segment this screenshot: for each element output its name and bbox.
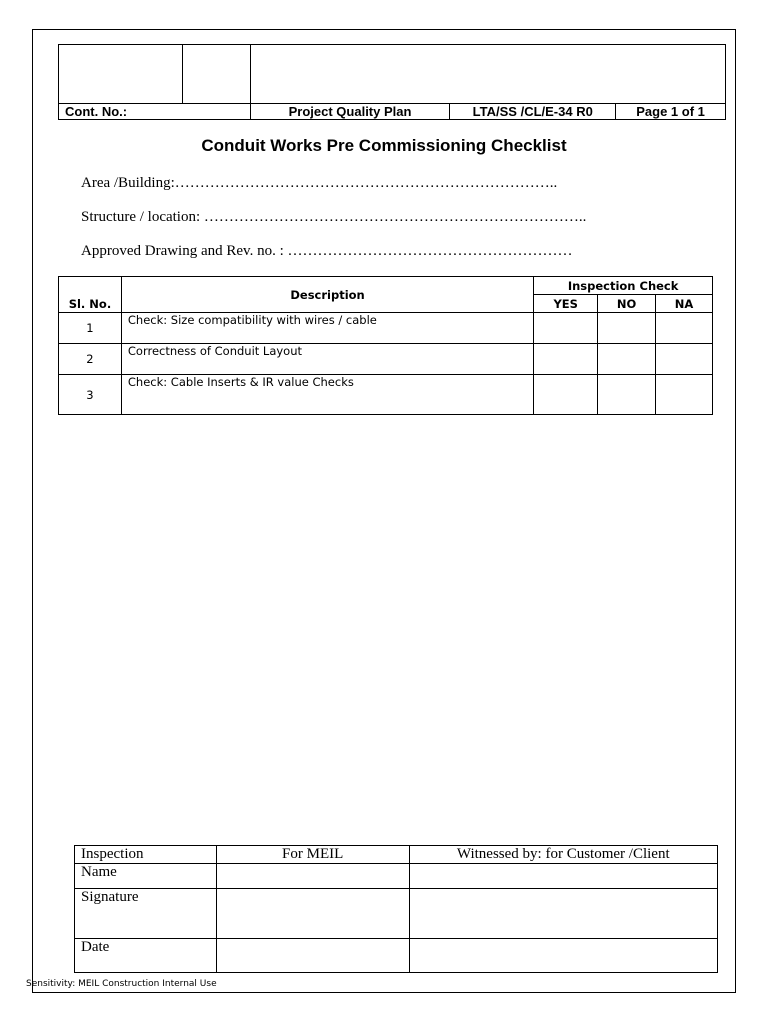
signoff-table xyxy=(74,845,718,973)
header-blank-cell xyxy=(182,45,250,104)
row-description: Check: Size compatibility with wires / cable xyxy=(121,313,533,344)
no-cell[interactable] xyxy=(598,313,656,344)
row-description: Correctness of Conduit Layout xyxy=(121,344,533,375)
header-title-cell xyxy=(250,45,725,104)
logo-cell xyxy=(59,45,183,104)
page-number: Page 1 of 1 xyxy=(616,104,726,120)
approved-drawing-field: Approved Drawing and Rev. no. : ………………………………………………… xyxy=(81,243,573,259)
row-number: 3 xyxy=(59,375,122,415)
row-number: 2 xyxy=(59,344,122,375)
doc-code: LTA/SS /CL/E-34 R0 xyxy=(450,104,616,120)
yes-cell[interactable] xyxy=(534,375,598,415)
yes-cell[interactable] xyxy=(534,313,598,344)
client-name-cell[interactable] xyxy=(409,864,717,889)
table-row xyxy=(59,313,713,344)
col-na-header: NA xyxy=(656,295,713,313)
col-description-header: Description xyxy=(121,277,533,313)
meil-name-cell[interactable] xyxy=(216,864,409,889)
inspection-header: Inspection xyxy=(75,846,217,864)
area-building-field: Area /Building:………………………………………………………………….. xyxy=(81,175,558,191)
table-row xyxy=(59,375,713,415)
row-description: Check: Cable Inserts & IR value Checks xyxy=(121,375,533,415)
sensitivity-footer: Sensitivity: MEIL Construction Internal Use xyxy=(26,979,217,989)
cont-no-label: Cont. No.: xyxy=(59,104,251,120)
name-row-label: Name xyxy=(75,864,217,889)
meil-signature-cell[interactable] xyxy=(216,889,409,939)
no-cell[interactable] xyxy=(598,375,656,415)
meil-date-cell[interactable] xyxy=(216,939,409,973)
page-title: Conduit Works Pre Commissioning Checklist xyxy=(201,136,567,155)
na-cell[interactable] xyxy=(656,375,713,415)
na-cell[interactable] xyxy=(656,313,713,344)
client-date-cell[interactable] xyxy=(409,939,717,973)
table-row xyxy=(59,344,713,375)
col-no-header: NO xyxy=(598,295,656,313)
row-number: 1 xyxy=(59,313,122,344)
document-header-table xyxy=(58,44,726,120)
client-signature-cell[interactable] xyxy=(409,889,717,939)
signature-row-label: Signature xyxy=(75,889,217,939)
yes-cell[interactable] xyxy=(534,344,598,375)
for-meil-header: For MEIL xyxy=(216,846,409,864)
structure-location-field: Structure / location: ………………………………………………………………….. xyxy=(81,209,587,225)
checklist-table xyxy=(58,276,713,415)
date-row-label: Date xyxy=(75,939,217,973)
col-slno-header: Sl. No. xyxy=(59,277,122,313)
plan-label: Project Quality Plan xyxy=(250,104,450,120)
col-inspection-header: Inspection Check xyxy=(534,277,713,295)
no-cell[interactable] xyxy=(598,344,656,375)
col-yes-header: YES xyxy=(534,295,598,313)
na-cell[interactable] xyxy=(656,344,713,375)
client-witness-header: Witnessed by: for Customer /Client xyxy=(409,846,717,864)
